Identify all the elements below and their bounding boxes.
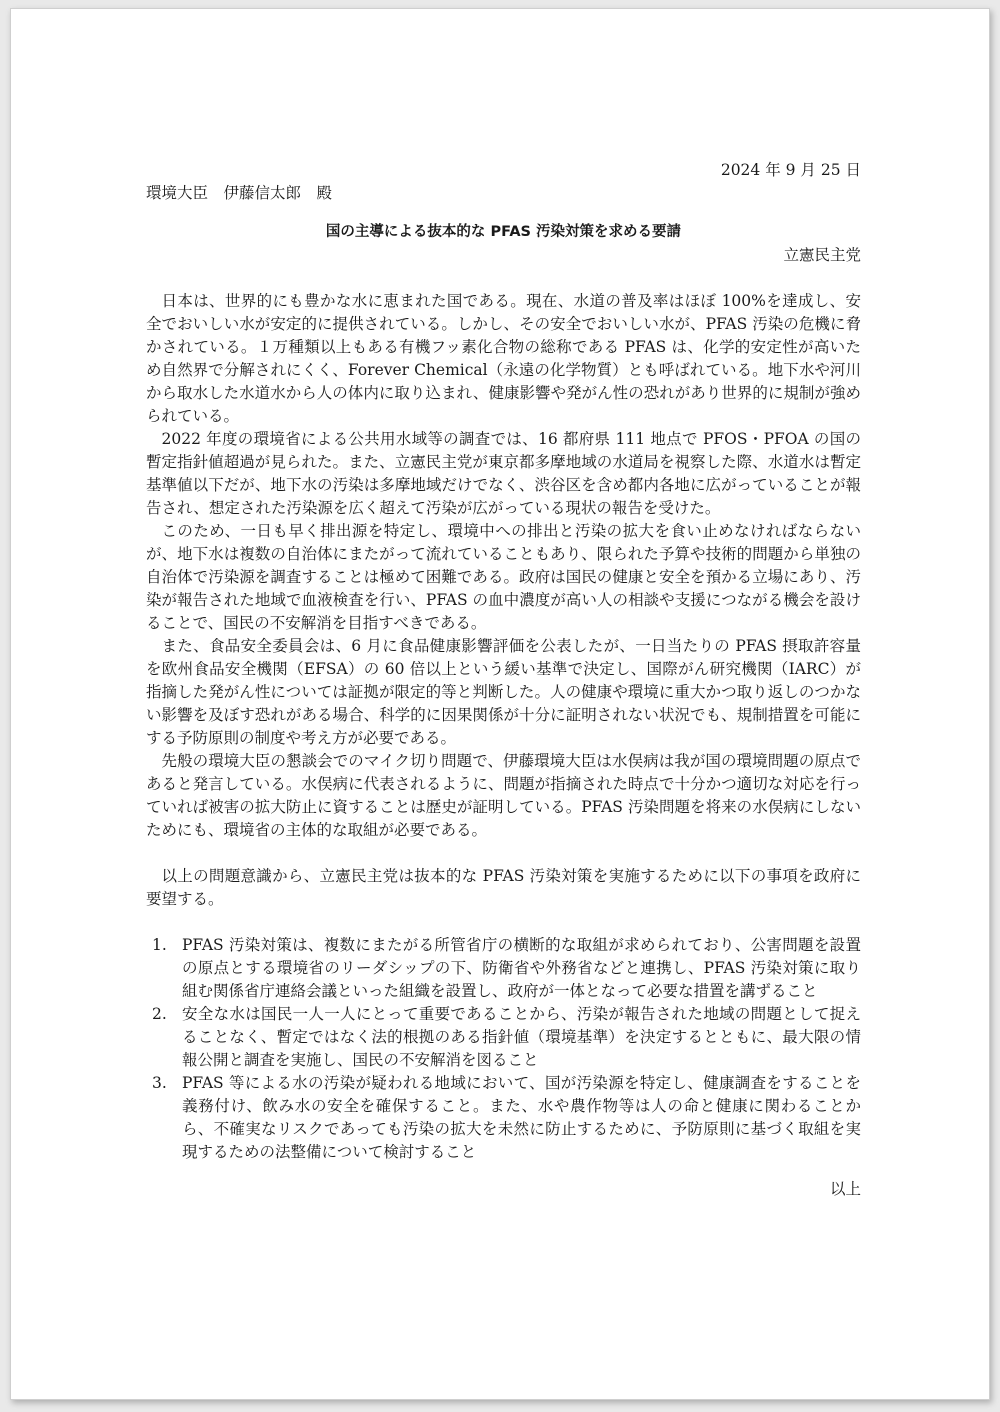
paragraph-2: 2022 年度の環境省による公共用水域等の調査では、16 都府県 111 地点で PFOS・PFOA の国の暫定指針値超過が見られた。また、立憲民主党が東京都多摩地域の水道局を視察した際、水道水は暫定基準値以下だが、地下水の汚染は多摩地域だけでなく、渋谷区を含め都内各地に広がっていることが報告され、想定された汚染源を広く超えて汚染が広がっている現状の報告を受けた。: [146, 430, 861, 517]
paragraph-5: 先般の環境大臣の懇談会でのマイク切り問題で、伊藤環境大臣は水俣病は我が国の環境問題の原点であると発言している。水俣病に代表されるように、問題が指摘された時点で十分かつ適切な対応を行っていれば被害の拡大防止に資することは歴史が証明している。PFAS 汚染問題を将来の水俣病にしないためにも、環境省の主体的な取組が必要である。: [146, 752, 861, 839]
paragraph-3: このため、一日も早く排出源を特定し、環境中への排出と汚染の拡大を食い止めなければならないが、地下水は複数の自治体にまたがって流れていることもあり、限られた予算や技術的問題から単独の自治体で汚染源を調査することは極めて困難である。政府は国民の健康と安全を預かる立場にあり、汚染が報告された地域で血液検査を行い、PFAS の血中濃度が高い人の相談や支援につながる機会を設けることで、国民の不安解消を目指すべきである。: [146, 522, 861, 632]
request-number: 2.: [152, 1005, 167, 1023]
request-item-1: [146, 934, 861, 1003]
request-item-3: [146, 1072, 861, 1164]
document-content: [146, 159, 861, 1201]
document-date: 2024 年 9 月 25 日: [720, 161, 861, 179]
paragraph-1: 日本は、世界的にも豊かな水に恵まれた国である。現在、水道の普及率はほぼ 100%を達成し、安全でおいしい水が安定的に提供されている。しかし、その安全でおいしい水が、PFAS 汚染の危機に脅かされている。１万種類以上もある有機フッ素化合物の総称である PFAS は、化学的安定性が高いため自然界で分解されにくく、Forever Chemical（永遠の化学物質）とも呼ばれている。地下水や河川から取水した水道水から人の体内に取り込まれ、健康影響や発がん性の恐れがあり世界的に規制が強められている。: [146, 292, 861, 425]
author: 立憲民主党: [783, 246, 861, 264]
request-text: PFAS 汚染対策は、複数にまたがる所管省庁の横断的な取組が求められており、公害問題を設置の原点とする環境省のリーダシップの下、防衛省や外務省などと連携し、PFAS 汚染対策に取り組む関係省庁連絡会議といった組織を設置し、政府が一体となって必要な措置を講ずること: [182, 936, 861, 1000]
closing-mark: 以上: [829, 1180, 861, 1198]
document-title: 国の主導による抜本的な PFAS 汚染対策を求める要請: [325, 224, 682, 240]
addressee: 環境大臣 伊藤信太郎 殿: [146, 184, 333, 202]
request-number: 3.: [152, 1074, 167, 1092]
request-number: 1.: [152, 936, 167, 954]
paragraph-4: また、食品安全委員会は、6 月に食品健康影響評価を公表したが、一日当たりの PFAS 摂取許容量を欧州食品安全機関（EFSA）の 60 倍以上という緩い基準で決定し、国際がん研究機関（IARC）が指摘した発がん性については証拠が限定的等と判断した。人の健康や環境に重大かつ取り返しのつかない影響を及ぼす恐れがある場合、科学的に因果関係が十分に証明されない状況でも、規制措置を可能にする予防原則の制度や考え方が必要である。: [146, 637, 861, 747]
request-intro: 以上の問題意識から、立憲民主党は抜本的な PFAS 汚染対策を実施するために以下の事項を政府に要望する。: [146, 867, 861, 908]
request-list: [146, 934, 861, 1164]
request-text: PFAS 等による水の汚染が疑われる地域において、国が汚染源を特定し、健康調査をすることを義務付け、飲み水の安全を確保すること。また、水や農作物等は人の命と健康に関わることから、不確実なリスクであっても汚染の拡大を未然に防止するために、予防原則に基づく取組を実現するための法整備について検討すること: [182, 1074, 861, 1161]
body-text: [146, 290, 861, 842]
request-text: 安全な水は国民一人一人にとって重要であることから、汚染が報告された地域の問題として捉えることなく、暫定ではなく法的根拠のある指針値（環境基準）を決定するとともに、最大限の情報公開と調査を実施し、国民の不安解消を図ること: [182, 1005, 861, 1069]
document-page: [10, 8, 990, 1400]
request-item-2: [146, 1003, 861, 1072]
